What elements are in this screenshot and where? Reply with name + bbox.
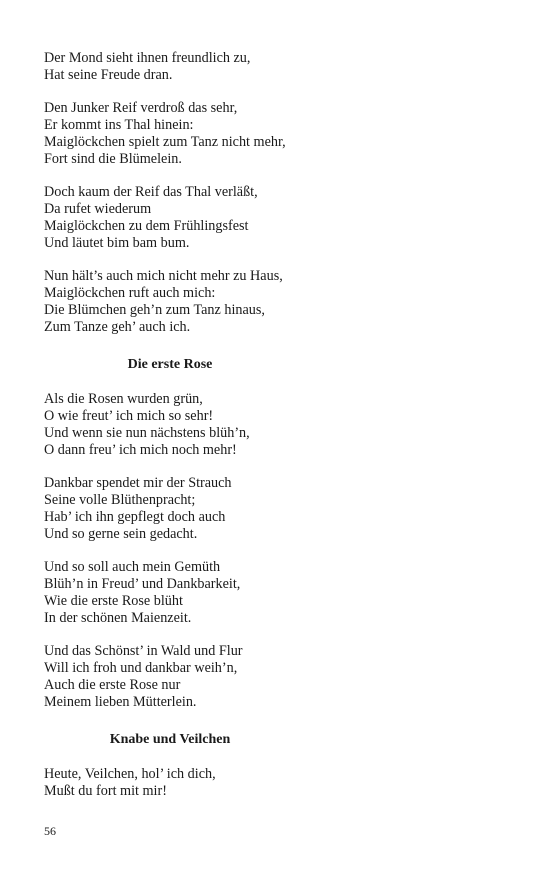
poem-line: In der schönen Maienzeit. [44,610,192,626]
poem-line: Und so gerne sein gedacht. [44,526,198,542]
poem-line: Auch die erste Rose nur [44,677,181,693]
poem-line: Mußt du fort mit mir! [44,783,167,799]
poem-line: Den Junker Reif verdroß das sehr, [44,100,238,116]
poem-line: Dankbar spendet mir der Strauch [44,475,232,491]
poem-line: Und wenn sie nun nächstens blüh’n, [44,425,250,441]
poem-line: Doch kaum der Reif das Thal verläßt, [44,184,258,200]
poem-line: Und läutet bim bam bum. [44,235,190,251]
poem-line: Maiglöckchen ruft auch mich: [44,285,216,301]
stanza [44,391,344,459]
poem-line: Der Mond sieht ihnen freundlich zu, [44,50,251,66]
poem-line: O wie freut’ ich mich so sehr! [44,408,214,424]
stanza [44,100,344,168]
stanza [44,766,344,800]
stanza [44,643,344,711]
poem-line: Und so soll auch mein Gemüth [44,559,221,575]
poem-line: Meinem lieben Mütterlein. [44,694,197,710]
stanza [44,475,344,543]
poem-line: Zum Tanze geh’ auch ich. [44,319,191,335]
poem-line: Blüh’n in Freud’ und Dankbarkeit, [44,576,241,592]
poem-line: Als die Rosen wurden grün, [44,391,203,407]
poem-line: Maiglöckchen spielt zum Tanz nicht mehr, [44,134,286,150]
poem-line: Heute, Veilchen, hol’ ich dich, [44,766,216,782]
poem-line: Die Blümchen geh’n zum Tanz hinaus, [44,302,265,318]
poem-line: Hat seine Freude dran. [44,67,173,83]
stanza [44,268,344,336]
poem-line: Hab’ ich ihn gepflegt doch auch [44,509,226,525]
poem-title: Knabe und Veilchen [109,732,231,747]
poem-line: Seine volle Blüthenpracht; [44,492,196,508]
poem-line: Er kommt ins Thal hinein: [44,117,194,133]
poem-line: O dann freu’ ich mich noch mehr! [44,442,237,458]
page-body [44,50,344,816]
poem-line: Fort sind die Blümelein. [44,151,182,167]
poem-line: Maiglöckchen zu dem Frühlingsfest [44,218,249,234]
poem-line: Nun hält’s auch mich nicht mehr zu Haus, [44,268,283,284]
poem-line: Und das Schönst’ in Wald und Flur [44,643,243,659]
stanza [44,559,344,627]
page-number: 56 [44,824,56,838]
poem-title: Die erste Rose [127,357,213,372]
stanza [44,184,344,252]
stanza [44,50,344,84]
poem-line: Wie die erste Rose blüht [44,593,183,609]
poem-line: Will ich froh und dankbar weih’n, [44,660,238,676]
poem-line: Da rufet wiederum [44,201,152,217]
